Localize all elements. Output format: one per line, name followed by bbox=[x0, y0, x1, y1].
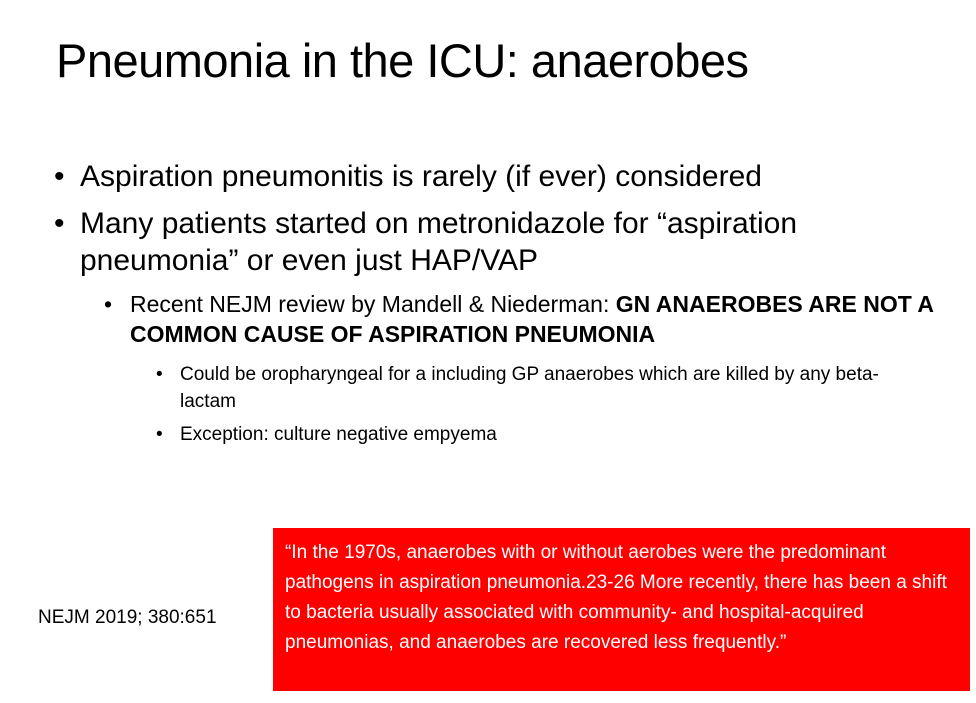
bullet-dot-icon: • bbox=[156, 424, 163, 445]
sub-sub-bullet-item bbox=[156, 421, 934, 448]
quote-box bbox=[273, 528, 970, 691]
sub-sub-bullet-text: Could be oropharyngeal for a including GP anaerobes which are killed by any beta-lactam bbox=[180, 364, 879, 412]
bullet-item bbox=[54, 205, 934, 279]
bullet-dot-icon: • bbox=[156, 364, 163, 385]
slide-title: Pneumonia in the ICU: anaerobes bbox=[56, 34, 749, 87]
citation: NEJM 2019; 380:651 bbox=[38, 607, 217, 628]
quote-text: “In the 1970s, anaerobes with or without aerobes were the predominant pathogens in aspiration pneumonia.23-26 More recently, there has been a shift to bacteria usually associated with community- and hospital-acquired pneumonias, and anaerobes are recovered less frequently.” bbox=[285, 542, 947, 653]
bullet-dot-icon: • bbox=[104, 291, 113, 317]
bullet-dot-icon: • bbox=[54, 160, 65, 193]
bullet-item bbox=[54, 158, 934, 195]
sub-bullet-text: Recent NEJM review by Mandell & Niederman: bbox=[130, 291, 616, 317]
sub-bullet-item bbox=[104, 289, 934, 349]
sub-bullet-bold-text: GN ANAEROBES ARE NOT A COMMON CAUSE OF ASPIRATION PNEUMONIA bbox=[130, 291, 934, 347]
sub-sub-bullet-text: Exception: culture negative empyema bbox=[180, 424, 497, 445]
bullet-list bbox=[54, 158, 934, 454]
bullet-text: Aspiration pneumonitis is rarely (if ever) considered bbox=[80, 160, 762, 193]
sub-sub-bullet-item bbox=[156, 361, 934, 415]
bullet-dot-icon: • bbox=[54, 207, 65, 240]
bullet-text: Many patients started on metronidazole for “aspiration pneumonia” or even just HAP/VAP bbox=[80, 207, 798, 277]
